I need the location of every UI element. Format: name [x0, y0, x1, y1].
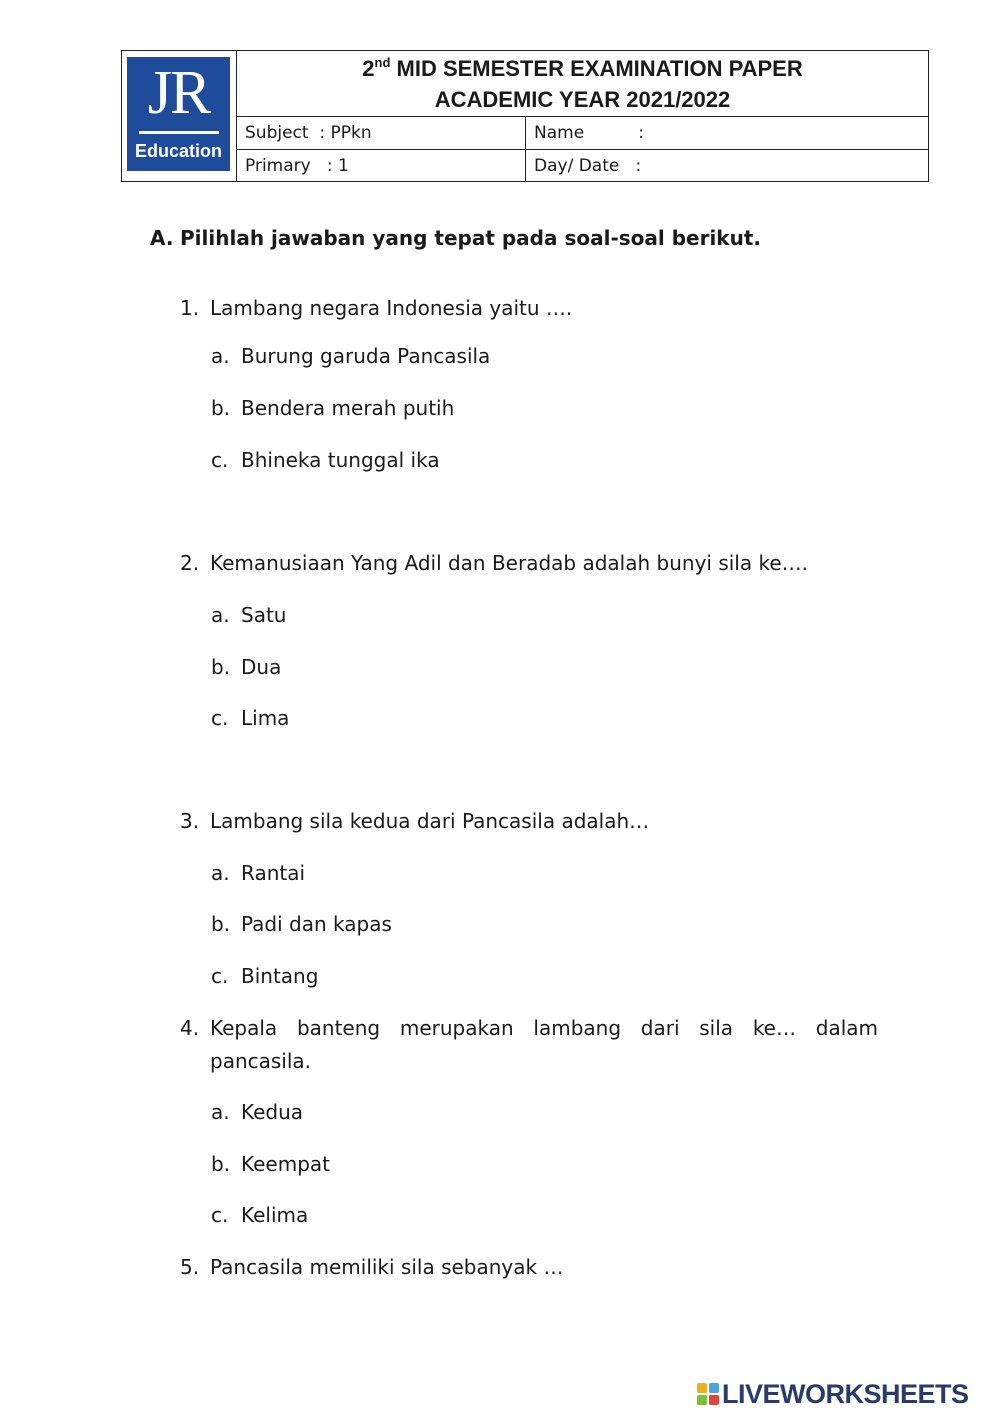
- question-number: 1.: [180, 296, 200, 320]
- exam-title-line1: [237, 54, 928, 84]
- logo-cell: [122, 51, 237, 181]
- question-number: 2.: [180, 551, 200, 575]
- question-4: [180, 1012, 878, 1044]
- question-word: dari: [640, 1016, 680, 1040]
- option-text: Bintang: [241, 964, 319, 988]
- option-2c[interactable]: [211, 702, 289, 734]
- primary-field: Primary : 1: [237, 150, 526, 181]
- question-text: Kemanusiaan Yang Adil dan Beradab adalah bunyi sila ke….: [210, 551, 808, 575]
- logo-square: [709, 1383, 719, 1393]
- question-word: lambang: [533, 1016, 622, 1040]
- question-word: Kepala: [210, 1016, 278, 1040]
- question-word: banteng: [296, 1016, 381, 1040]
- question-word: sila: [699, 1016, 734, 1040]
- option-text: Kelima: [241, 1203, 309, 1227]
- option-text: Kedua: [241, 1100, 304, 1124]
- option-1b[interactable]: [211, 392, 454, 424]
- logo-word: Education: [134, 141, 222, 161]
- option-4c[interactable]: [211, 1199, 308, 1231]
- title-ordinal-number: 2: [362, 56, 375, 81]
- question-3: [180, 805, 649, 837]
- question-1: [180, 292, 572, 324]
- logo-letters: JR: [147, 59, 210, 127]
- option-text: Bendera merah putih: [241, 396, 455, 420]
- option-letter: b.: [211, 655, 231, 679]
- option-letter: a.: [211, 861, 230, 885]
- option-letter: c.: [211, 1203, 229, 1227]
- exam-title-line2: ACADEMIC YEAR 2021/2022: [434, 87, 731, 112]
- option-3c[interactable]: [211, 960, 318, 992]
- question-number: 4.: [180, 1016, 200, 1040]
- option-letter: b.: [211, 912, 231, 936]
- section-heading: [150, 222, 761, 254]
- logo-rule: [139, 131, 219, 134]
- name-field[interactable]: Name :: [526, 117, 928, 150]
- question-number: 3.: [180, 809, 200, 833]
- option-letter: a.: [211, 603, 230, 627]
- option-2b[interactable]: [211, 651, 281, 683]
- question-5: [180, 1251, 563, 1283]
- option-text: Padi dan kapas: [241, 912, 392, 936]
- day-date-field[interactable]: Day/ Date :: [534, 156, 642, 176]
- option-1a[interactable]: [211, 340, 490, 372]
- jr-education-logo: [127, 57, 230, 171]
- section-letter: A.: [150, 226, 174, 250]
- option-2a[interactable]: [211, 599, 286, 631]
- subject-field: Subject : PPkn: [237, 117, 526, 150]
- section-instruction: Pilihlah jawaban yang tepat pada soal-soal berikut.: [180, 226, 762, 250]
- option-text: Dua: [241, 655, 282, 679]
- option-text: Satu: [241, 603, 287, 627]
- logo-square: [709, 1395, 719, 1405]
- option-4b[interactable]: [211, 1148, 330, 1180]
- option-letter: a.: [211, 344, 230, 368]
- option-letter: c.: [211, 706, 229, 730]
- option-letter: c.: [211, 448, 229, 472]
- option-letter: a.: [211, 1100, 230, 1124]
- option-letter: b.: [211, 396, 231, 420]
- title-rest: MID SEMESTER EXAMINATION PAPER: [390, 56, 803, 81]
- liveworksheets-logo-icon: [697, 1383, 719, 1405]
- exam-title: [237, 51, 928, 117]
- logo-square: [697, 1383, 707, 1393]
- question-text: Pancasila memiliki sila sebanyak …: [210, 1255, 564, 1279]
- question-4-continuation: pancasila.: [210, 1049, 312, 1073]
- question-word: merupakan: [399, 1016, 514, 1040]
- logo-square: [697, 1395, 707, 1405]
- exam-header: [121, 50, 929, 182]
- option-3a[interactable]: [211, 857, 305, 889]
- watermark-text: LIVEWORKSHEETS: [722, 1378, 969, 1409]
- option-text: Keempat: [241, 1152, 331, 1176]
- option-letter: c.: [211, 964, 229, 988]
- question-word: dalam: [815, 1016, 878, 1040]
- option-text: Lima: [241, 706, 290, 730]
- option-text: Bhineka tunggal ika: [241, 448, 440, 472]
- option-4a[interactable]: [211, 1096, 303, 1128]
- question-text: Lambang negara Indonesia yaitu ….: [210, 296, 573, 320]
- question-number: 5.: [180, 1255, 200, 1279]
- question-text: Lambang sila kedua dari Pancasila adalah…: [210, 809, 650, 833]
- liveworksheets-watermark: [697, 1376, 969, 1412]
- question-word: ke…: [752, 1016, 796, 1040]
- option-text: Burung garuda Pancasila: [241, 344, 491, 368]
- option-3b[interactable]: [211, 908, 392, 940]
- question-4-start: [180, 1012, 277, 1044]
- title-ordinal-suffix: nd: [374, 55, 391, 70]
- question-2: [180, 547, 808, 579]
- option-letter: b.: [211, 1152, 231, 1176]
- option-1c[interactable]: [211, 444, 440, 476]
- option-text: Rantai: [241, 861, 306, 885]
